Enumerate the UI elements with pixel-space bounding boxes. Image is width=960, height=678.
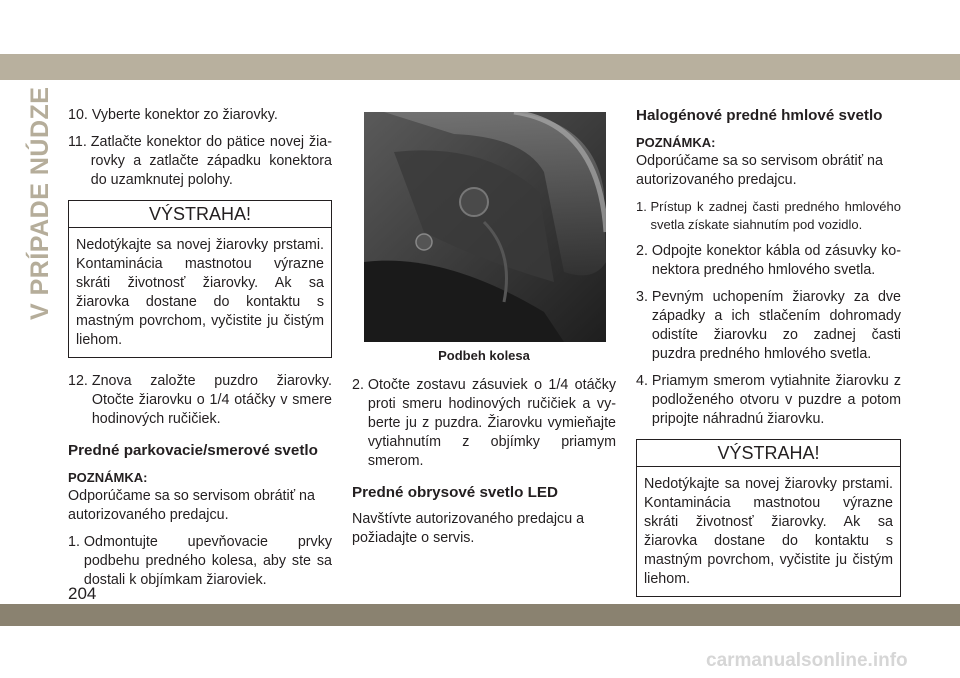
paragraph: Navštívte autorizovaného predajcu a požiadajte o servis. bbox=[352, 511, 585, 546]
step-text: Odpojte konektor kábla od zásuvky konektora predného hmlového svetla. bbox=[651, 243, 901, 278]
step-number: 12. bbox=[68, 373, 92, 389]
step-text: Otočte zostavu zásuviek o 1/4 otáčky proti smeru hodinových ručičiek a vyberte ju z puzdra. Žiarovku vymieňajte vytiahnutím z objímky priamym smerom. bbox=[367, 377, 616, 469]
page-number: 204 bbox=[68, 584, 97, 603]
step-text: Vyberte konektor zo žiarovky. bbox=[91, 107, 278, 123]
step-number: 4. bbox=[636, 373, 652, 389]
step-text: Zatlačte konektor do pätice novej žiarovky a zatlačte západku konektora do uzamknutej polohy. bbox=[90, 134, 332, 188]
section-heading: Halogénové predné hmlové svetlo bbox=[636, 107, 883, 124]
bottom-band bbox=[0, 604, 960, 626]
step-number: 1. bbox=[636, 199, 651, 214]
step-text: Znova založte puzdro žiarovky. Otočte žiarovku o 1/4 otáčky v smere hodinových ručičiek. bbox=[91, 373, 332, 427]
step-number: 2. bbox=[352, 377, 368, 393]
step-number: 2. bbox=[636, 243, 652, 259]
step-number: 10. bbox=[68, 107, 92, 123]
step-3 bbox=[636, 288, 901, 364]
wheel-liner-photo bbox=[364, 112, 606, 342]
note-label: POZNÁMKA: bbox=[636, 135, 716, 150]
note-text: Odporúčame sa so servisom obrátiť na autorizovaného predajcu. bbox=[636, 153, 883, 188]
warning-title: VÝSTRAHA! bbox=[69, 201, 331, 228]
step-text: Priamym smerom vytiahnite žiarovku z podloženého otvoru v puzdre a potom pripojte náhradnú žiarovku. bbox=[651, 373, 901, 427]
section-heading: Predné parkovacie/smerové svetlo bbox=[68, 442, 318, 459]
watermark-text: carmanualsonline.info bbox=[706, 650, 908, 671]
step-4 bbox=[636, 372, 901, 429]
wheel-liner-illustration bbox=[364, 112, 606, 342]
section-heading: Predné obrysové svetlo LED bbox=[352, 484, 558, 501]
warning-box bbox=[68, 200, 332, 358]
step-number: 1. bbox=[68, 534, 84, 550]
note-label: POZNÁMKA: bbox=[68, 470, 148, 485]
step-text: Pevným uchopením žiarovky za dve západky a ich stlačením dohromady odistíte žiarovku zo zadnej časti puzdra predného hmlového svetla. bbox=[651, 289, 901, 362]
note-text: Odporúčame sa so servisom obrátiť na autorizovaného predajcu. bbox=[68, 488, 315, 523]
column-middle bbox=[352, 376, 616, 556]
top-band bbox=[0, 54, 960, 80]
step-number: 3. bbox=[636, 289, 652, 305]
step-2 bbox=[636, 242, 901, 280]
warning-text: Nedotýkajte sa novej žiarovky prstami. Kontaminácia mastnotou výrazne skráti životnosť žiarovky. Ak sa žiarovka dostane do kontaktu s mastným povrchom, vyčistite ju čistým liehom. bbox=[76, 237, 324, 348]
step-1 bbox=[68, 533, 332, 590]
step-2 bbox=[352, 376, 616, 471]
step-number: 11. bbox=[68, 134, 91, 150]
warning-text: Nedotýkajte sa novej žiarovky prstami. Kontaminácia mastnotou výrazne skráti životnosť žiarovky. Ak sa žiarovka dostane do kontaktu s mastným povrchom, vyčistite ju čistým liehom. bbox=[644, 476, 893, 587]
step-10 bbox=[68, 106, 332, 125]
section-side-tab: V PRÍPADE NÚDZE bbox=[26, 86, 54, 320]
warning-box bbox=[636, 439, 901, 597]
warning-title: VÝSTRAHA! bbox=[637, 440, 900, 467]
step-1 bbox=[636, 198, 901, 234]
photo-caption: Podbeh kolesa bbox=[438, 348, 530, 363]
step-11 bbox=[68, 133, 332, 190]
step-12 bbox=[68, 372, 332, 429]
column-right bbox=[636, 106, 901, 611]
column-left bbox=[68, 106, 332, 598]
step-text: Odmontujte upevňovacie prvky podbehu predného kolesa, aby ste sa dostali k objímkam žiaroviek. bbox=[83, 534, 332, 588]
step-text: Prístup k zadnej časti predného hmlového svetla získate siahnutím pod vozidlo. bbox=[650, 199, 901, 232]
